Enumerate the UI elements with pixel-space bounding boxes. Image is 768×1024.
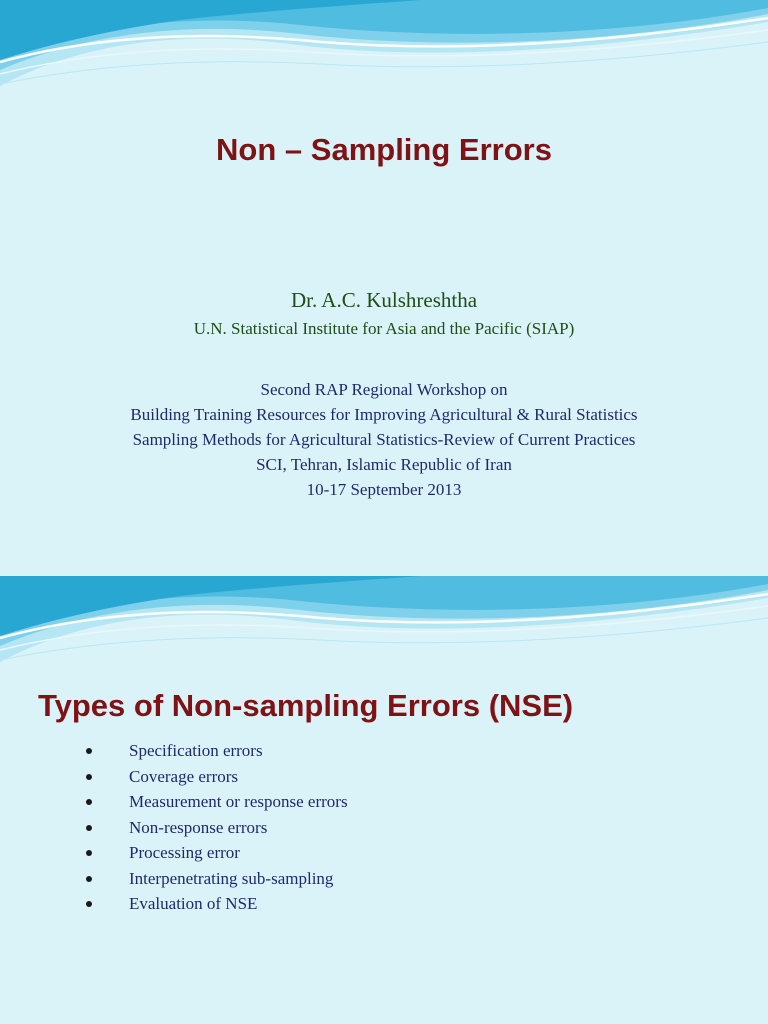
bullet-icon bbox=[86, 825, 92, 831]
wave-banner-decoration bbox=[0, 0, 768, 100]
workshop-info bbox=[0, 377, 768, 502]
bullet-icon bbox=[86, 799, 92, 805]
workshop-line: 10-17 September 2013 bbox=[306, 480, 462, 499]
list-item-label: Evaluation of NSE bbox=[129, 894, 258, 913]
list-item bbox=[86, 891, 348, 917]
workshop-line: Second RAP Regional Workshop on bbox=[260, 380, 508, 399]
slide-1-title: Non – Sampling Errors bbox=[216, 132, 552, 167]
workshop-line: Sampling Methods for Agricultural Statistics-Review of Current Practices bbox=[132, 430, 636, 449]
bullet-icon bbox=[86, 850, 92, 856]
list-item bbox=[86, 815, 348, 841]
bullet-icon bbox=[86, 748, 92, 754]
bullet-icon bbox=[86, 876, 92, 882]
list-item bbox=[86, 738, 348, 764]
bullet-icon bbox=[86, 901, 92, 907]
list-item-label: Coverage errors bbox=[129, 766, 239, 786]
list-item-label: Specification errors bbox=[129, 741, 263, 760]
wave-banner-decoration bbox=[0, 576, 768, 676]
bullet-icon bbox=[86, 774, 92, 780]
author-institute: U.N. Statistical Institute for Asia and the Pacific (SIAP) bbox=[193, 319, 575, 338]
author-name: Dr. A.C. Kulshreshtha bbox=[290, 288, 478, 312]
list-item-label: Processing error bbox=[129, 843, 240, 862]
list-item bbox=[86, 840, 348, 866]
slide-2 bbox=[0, 576, 768, 1024]
workshop-line: SCI, Tehran, Islamic Republic of Iran bbox=[256, 455, 512, 474]
list-item-label: Interpenetrating sub-sampling bbox=[129, 868, 334, 888]
workshop-line: Building Training Resources for Improving Agricultural & Rural Statistics bbox=[130, 405, 638, 424]
slide-2-title: Types of Non-sampling Errors (NSE) bbox=[38, 688, 574, 723]
list-item bbox=[86, 789, 348, 815]
list-item bbox=[86, 764, 348, 790]
list-item-label: Non-response errors bbox=[129, 817, 268, 837]
list-item-label: Measurement or response errors bbox=[129, 792, 348, 811]
list-item bbox=[86, 866, 348, 892]
nse-types-list bbox=[86, 738, 348, 917]
